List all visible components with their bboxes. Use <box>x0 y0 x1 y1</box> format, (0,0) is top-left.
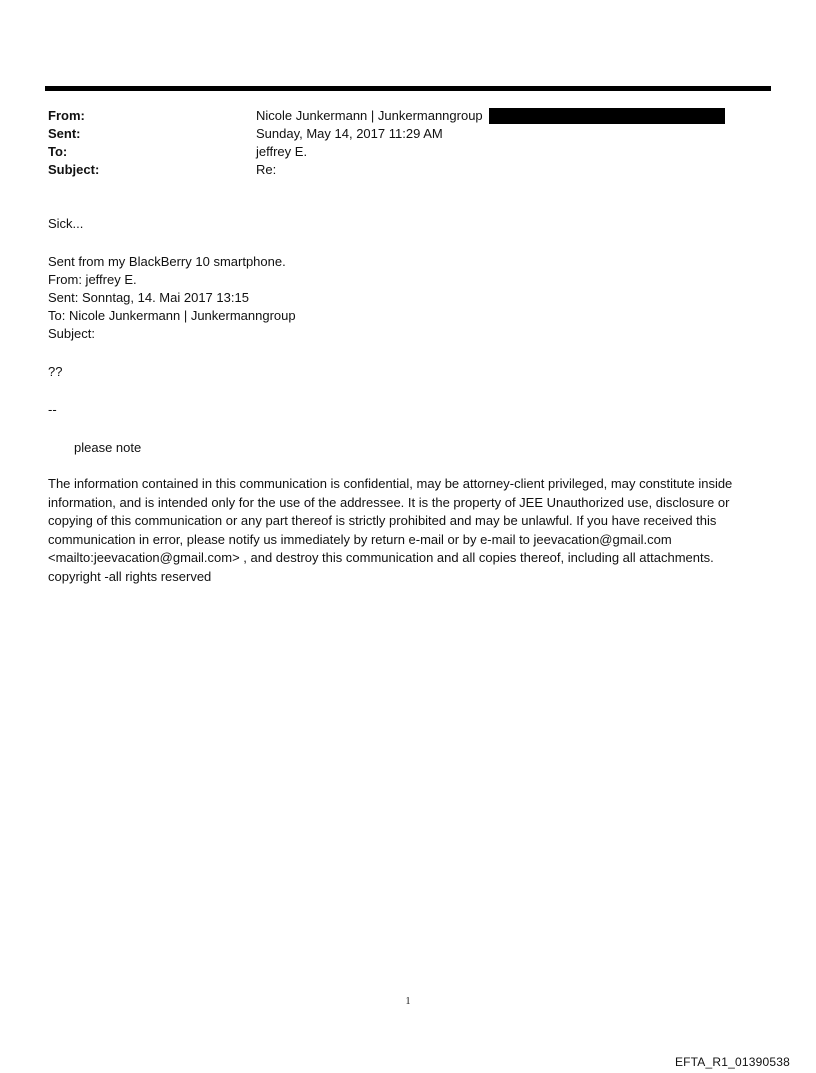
reply-text: Sick... <box>48 216 84 231</box>
confidentiality-disclaimer: The information contained in this communication is confidential, may be attorney-client privileged, may constitute inside information, and is intended only for the use of the addressee. It is the property of JEE Unauthorized use, disclosure or copying of this communication or any part thereof is strictly prohibited and may be unlawful. If you have received this communication in error, please notify us immediately by return e-mail or by e-mail to jeevacation@gmail.com <mailto:jeevacation@gmail.com> , and destroy this communication and all copies thereof, including all attachments. copyright -all rights reserved <box>48 476 733 584</box>
sent-label: Sent: <box>48 126 81 141</box>
subject-row <box>48 161 768 179</box>
quoted-to: To: Nicole Junkermann | Junkermanngroup <box>48 308 296 323</box>
from-row <box>48 107 768 125</box>
page-number: 1 <box>405 996 411 1007</box>
from-name: Nicole Junkermann | Junkermanngroup <box>256 108 483 123</box>
to-label: To: <box>48 144 68 159</box>
quoted-from: From: jeffrey E. <box>48 272 137 287</box>
bates-number: EFTA_R1_01390538 <box>674 1055 790 1069</box>
email-header <box>48 107 768 179</box>
quoted-message: ?? <box>48 364 63 379</box>
quoted-subject: Subject: <box>48 326 95 341</box>
sent-row <box>48 125 768 143</box>
sent-value: Sunday, May 14, 2017 11:29 AM <box>256 126 443 141</box>
redaction-block <box>489 108 725 124</box>
signature-separator: -- <box>48 402 57 417</box>
mobile-signature: Sent from my BlackBerry 10 smartphone. <box>48 254 286 269</box>
to-row <box>48 143 768 161</box>
subject-label: Subject: <box>48 162 100 177</box>
email-body <box>48 215 768 586</box>
subject-value: Re: <box>256 162 277 177</box>
from-value <box>256 107 725 125</box>
to-value: jeffrey E. <box>256 144 308 159</box>
please-note-heading: please note <box>74 440 142 455</box>
quoted-sent: Sent: Sonntag, 14. Mai 2017 13:15 <box>48 290 249 305</box>
from-label: From: <box>48 108 85 123</box>
header-divider-rule <box>45 86 771 91</box>
